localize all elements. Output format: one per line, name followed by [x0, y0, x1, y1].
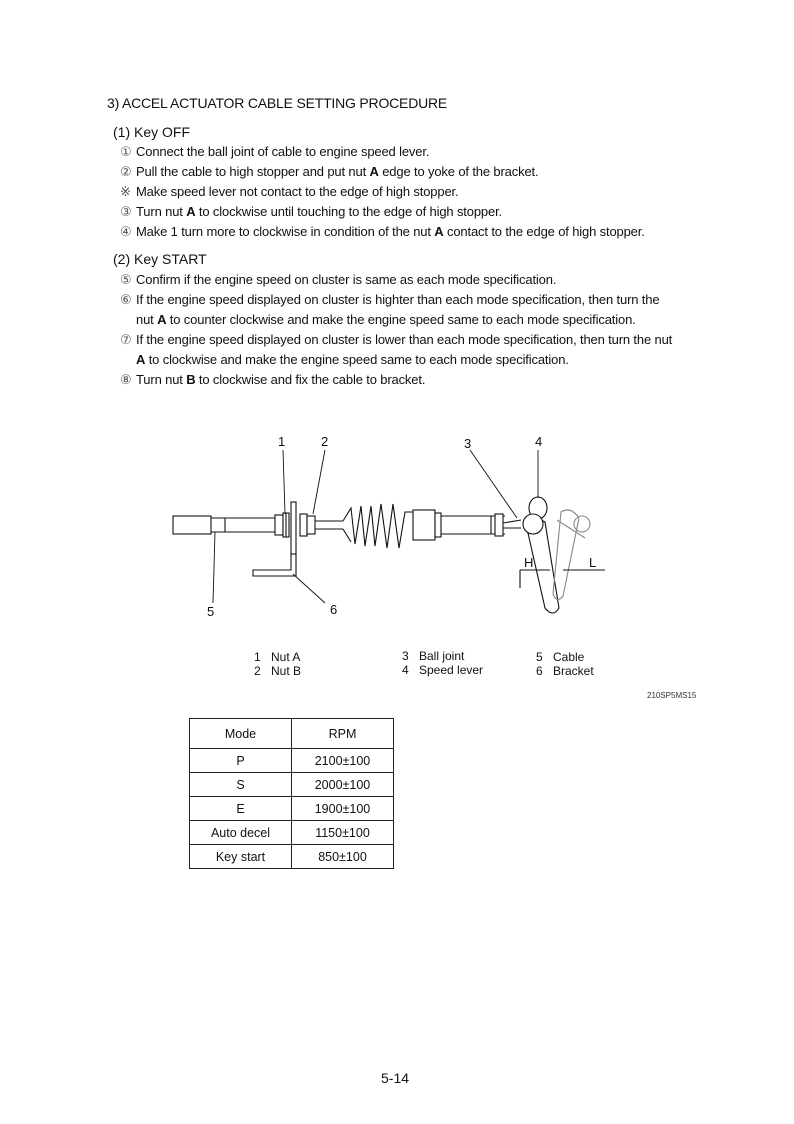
legend-item: [254, 650, 301, 664]
section-title: 3) ACCEL ACTUATOR CABLE SETTING PROCEDURE: [107, 95, 448, 111]
mode-cell: E: [190, 797, 292, 821]
step-marker: ①: [120, 144, 132, 159]
rpm-cell: 1150±100: [292, 821, 394, 845]
step-marker: ⑥: [120, 292, 132, 307]
rpm-cell: 2100±100: [292, 749, 394, 773]
table-row: [190, 749, 394, 773]
nut-label: B: [186, 372, 196, 387]
legend-item: [536, 650, 594, 664]
step-text: Make 1 turn more to clockwise in condition of the nut: [136, 224, 435, 239]
nut-label: A: [157, 312, 167, 327]
column-header-rpm: RPM: [292, 719, 394, 749]
callout-4: 4: [535, 434, 543, 449]
step-text: Turn nut: [136, 204, 187, 219]
step-text: to clockwise and fix the cable to bracket.: [195, 372, 426, 387]
step-text: Confirm if the engine speed on cluster is same as each mode specification.: [136, 272, 557, 287]
step-8: [120, 370, 710, 390]
figure-code: 210SP5MS15: [647, 691, 697, 700]
rpm-cell: 850±100: [292, 845, 394, 869]
step-text: Turn nut: [136, 372, 187, 387]
legend-num: 2: [254, 664, 261, 678]
legend-num: 3: [402, 649, 409, 663]
step-text: If the engine speed displayed on cluster is lower than each mode specification, then turn the nut: [136, 332, 673, 347]
legend-num: 5: [536, 650, 543, 664]
legend-item: [402, 663, 483, 677]
legend-label: Ball joint: [419, 649, 465, 663]
legend-item: [402, 649, 483, 663]
nut-label: A: [186, 204, 196, 219]
step-2: [120, 162, 710, 182]
table-row: [190, 845, 394, 869]
cable-drawing: [173, 515, 283, 535]
step-text: If the engine speed displayed on cluster is highter than each mode specification, then turn the: [136, 292, 660, 307]
legend-label: Bracket: [553, 664, 594, 678]
nut-label: A: [369, 164, 379, 179]
legend-column-2: [402, 649, 483, 677]
step-marker: ⑤: [120, 272, 132, 287]
step-text: edge to yoke of the bracket.: [378, 164, 539, 179]
page-number: 5-14: [381, 1070, 410, 1086]
step-5: [120, 270, 710, 290]
table-row: [190, 821, 394, 845]
rpm-cell: 1900±100: [292, 797, 394, 821]
nut-a-drawing: [283, 513, 289, 537]
column-header-mode: Mode: [190, 719, 292, 749]
step-text: to clockwise until touching to the edge of high stopper.: [195, 204, 502, 219]
callout-5: 5: [207, 604, 215, 619]
callout-6: 6: [330, 602, 338, 617]
legend-item: [254, 664, 301, 678]
legend-label: Nut A: [271, 650, 301, 664]
step-text: Pull the cable to high stopper and put nut: [136, 164, 370, 179]
legend-column-1: [254, 650, 301, 678]
step-text: to clockwise and make the engine speed same to each mode specification.: [145, 352, 569, 367]
lever-label-high: H: [524, 555, 534, 570]
step-text: contact to the edge of high stopper.: [443, 224, 645, 239]
step-marker: ⑦: [120, 332, 132, 347]
table-row: [190, 797, 394, 821]
lever-label-low: L: [589, 555, 597, 570]
nut-b-drawing: [300, 514, 343, 536]
step-6: [120, 290, 710, 330]
mode-cell: Auto decel: [190, 821, 292, 845]
bellows-boot-drawing: [343, 504, 441, 548]
step-marker: ⑧: [120, 372, 132, 387]
step-4: [120, 222, 710, 242]
step-continuation: [120, 310, 710, 330]
nut-label: A: [434, 224, 444, 239]
ball-joint-drawing: [441, 514, 521, 536]
mode-cell: Key start: [190, 845, 292, 869]
step-marker: ④: [120, 224, 132, 239]
step-text: nut: [136, 312, 158, 327]
legend-label: Speed lever: [419, 663, 484, 677]
legend-column-3: [536, 650, 594, 678]
callout-2: 2: [321, 434, 329, 449]
legend-num: 1: [254, 650, 261, 664]
step-marker: ③: [120, 204, 132, 219]
legend-label: Nut B: [271, 664, 302, 678]
table-header-row: [190, 719, 394, 749]
note-marker: ※: [120, 184, 131, 199]
legend-label: Cable: [553, 650, 585, 664]
callout-1: 1: [278, 434, 286, 449]
legend-num: 4: [402, 663, 409, 677]
step-marker: ②: [120, 164, 132, 179]
step-3: [120, 202, 710, 222]
callout-3: 3: [464, 436, 472, 451]
step-text: Make speed lever not contact to the edge of high stopper.: [136, 184, 459, 199]
step-text: to counter clockwise and make the engine speed same to each mode specification.: [166, 312, 636, 327]
step-text: Connect the ball joint of cable to engine speed lever.: [136, 144, 430, 159]
table-row: [190, 773, 394, 797]
step-note: [120, 182, 710, 202]
step-7: [120, 330, 710, 370]
rpm-cell: 2000±100: [292, 773, 394, 797]
legend-item: [536, 664, 594, 678]
rpm-table: [189, 718, 394, 869]
mode-cell: S: [190, 773, 292, 797]
step-1: [120, 142, 710, 162]
mode-cell: P: [190, 749, 292, 773]
nut-label: A: [136, 352, 146, 367]
key-start-heading: (2) Key START: [113, 251, 207, 267]
legend-num: 6: [536, 664, 543, 678]
step-continuation: [120, 350, 710, 370]
key-off-heading: (1) Key OFF: [113, 124, 191, 140]
